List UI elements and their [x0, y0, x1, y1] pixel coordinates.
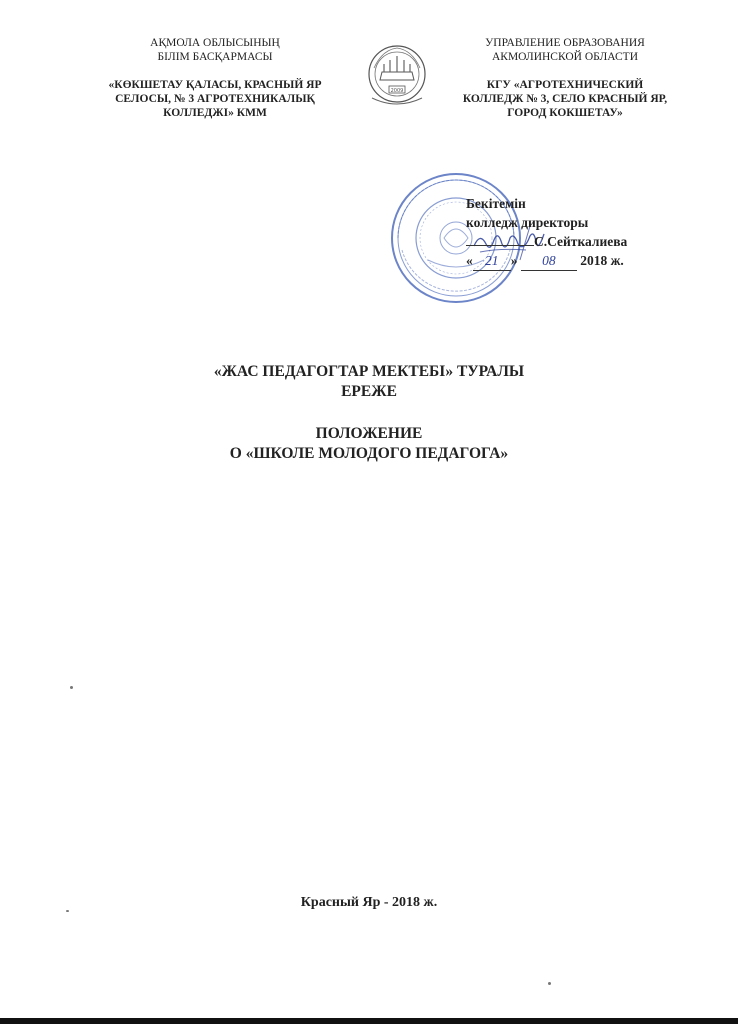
signature-underline: [466, 233, 534, 246]
scan-edge: [0, 1018, 738, 1024]
left-header-line2: БІЛІМ БАСҚАРМАСЫ: [157, 51, 273, 63]
left-org-line3: КОЛЛЕДЖІ» КММ: [163, 107, 267, 119]
right-header: [440, 36, 690, 120]
right-org-line1: КГУ «АГРОТЕХНИЧЕСКИЙ: [486, 79, 644, 91]
approval-date-month: 08: [521, 251, 577, 271]
right-header-line1: УПРАВЛЕНИЕ ОБРАЗОВАНИЯ: [485, 37, 645, 49]
title-rus-line2: О «ШКОЛЕ МОЛОДОГО ПЕДАГОГА»: [229, 445, 509, 462]
footer-place-year: Красный Яр - 2018 ж.: [300, 895, 438, 910]
approval-date-day: 21: [473, 251, 511, 271]
left-org-line1: «КӨКШЕТАУ ҚАЛАСЫ, КРАСНЫЙ ЯР: [108, 79, 322, 91]
left-header-line1: АҚМОЛА ОБЛЫСЫНЫҢ: [150, 37, 280, 49]
right-org-line3: ГОРОД КОКШЕТАУ»: [507, 107, 623, 119]
approval-signatory: С.Сейткалиева: [534, 234, 628, 249]
approval-line2: колледж директоры: [466, 215, 589, 230]
title-kaz-line2: ЕРЕЖЕ: [341, 383, 397, 400]
left-org-line2: СЕЛОСЫ, № 3 АГРОТЕХНИКАЛЫҚ: [115, 93, 315, 105]
document-title: [0, 362, 738, 464]
scan-speck: [548, 982, 551, 985]
college-emblem-icon: [362, 42, 432, 110]
scan-speck: [70, 686, 73, 689]
approval-signature-line: [466, 232, 686, 251]
title-kaz-line1: «ЖАС ПЕДАГОГТАР МЕКТЕБІ» ТУРАЛЫ: [213, 363, 525, 380]
approval-date: « 21 » 08 2018 ж.: [466, 251, 686, 271]
left-header: [80, 36, 350, 120]
scan-speck: [66, 910, 69, 912]
approval-date-year: 2018 ж.: [580, 253, 624, 268]
right-header-line2: АКМОЛИНСКОЙ ОБЛАСТИ: [491, 51, 639, 63]
approval-line1: Бекітемін: [466, 196, 526, 211]
title-rus-line1: ПОЛОЖЕНИЕ: [315, 425, 423, 442]
emblem-year: 2009: [390, 88, 404, 94]
right-org-line2: КОЛЛЕДЖ № 3, СЕЛО КРАСНЫЙ ЯР,: [462, 93, 668, 105]
approval-block: [466, 194, 686, 271]
